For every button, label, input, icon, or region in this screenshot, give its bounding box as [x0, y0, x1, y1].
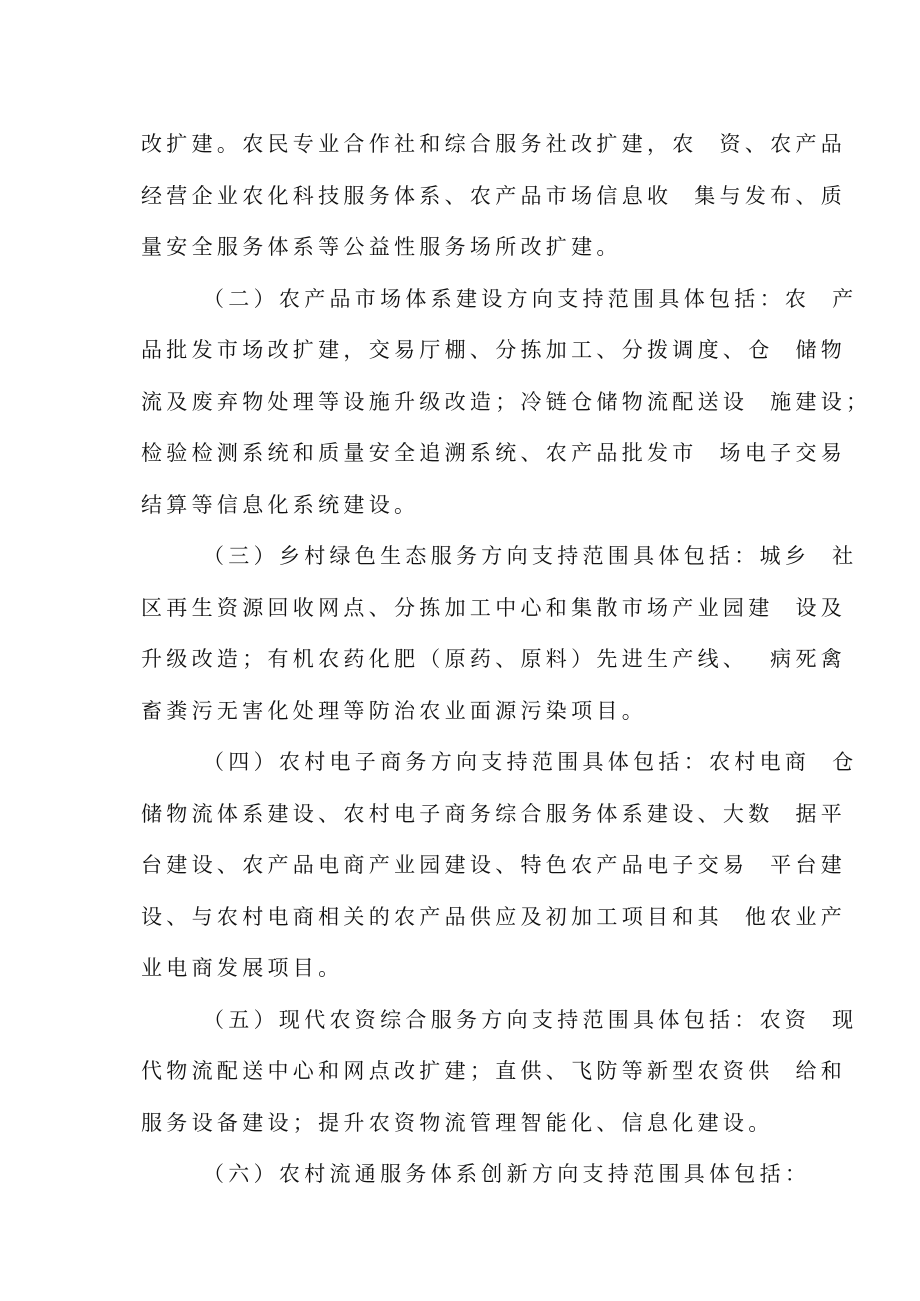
- section-3-heading-line: （三）乡村绿色生态服务方向支持范围具体包括：城乡 社: [203, 544, 858, 568]
- text-line: 检验检测系统和质量安全追溯系统、农产品批发市 场电子交易: [141, 441, 847, 465]
- text-line: 服务设备建设；提升农资物流管理智能化、信息化建设。: [141, 1111, 774, 1135]
- section-6-heading-line: （六）农村流通服务体系创新方向支持范围具体包括：: [203, 1162, 811, 1186]
- text-line: 台建设、农产品电商产业园建设、特色农产品电子交易 平台建: [141, 853, 847, 877]
- text-line: 储物流体系建设、农村电子商务综合服务体系建设、大数 据平: [141, 802, 847, 826]
- section-4-heading-line: （四）农村电子商务方向支持范围具体包括：农村电商 仓: [203, 750, 858, 774]
- text-line: 改扩建。农民专业合作社和综合服务社改扩建，农 资、农产品: [141, 132, 847, 156]
- text-line: 经营企业农化科技服务体系、农产品市场信息收 集与发布、质: [141, 184, 847, 208]
- text-line: 结算等信息化系统建设。: [141, 493, 420, 517]
- text-line: 代物流配送中心和网点改扩建；直供、飞防等新型农资供 给和: [141, 1059, 847, 1083]
- text-line: 量安全服务体系等公益性服务场所改扩建。: [141, 235, 622, 259]
- text-line: 畜粪污无害化处理等防治农业面源污染项目。: [141, 699, 647, 723]
- text-line: 升级改造；有机农药化肥（原药、原料）先进生产线、 病死禽: [141, 647, 847, 671]
- text-line: 区再生资源回收网点、分拣加工中心和集散市场产业园建 设及: [141, 596, 847, 620]
- text-line: 设、与农村电商相关的农产品供应及初加工项目和其 他农业产: [141, 905, 847, 929]
- text-line: 业电商发展项目。: [141, 956, 344, 980]
- text-line: 流及废弃物处理等设施升级改造；冷链仓储物流配送设 施建设；: [141, 390, 872, 414]
- section-2-heading-line: （二）农产品市场体系建设方向支持范围具体包括：农 产: [203, 287, 858, 311]
- section-5-heading-line: （五）现代农资综合服务方向支持范围具体包括：农资 现: [203, 1008, 858, 1032]
- text-line: 品批发市场改扩建，交易厅棚、分拣加工、分拨调度、仓 储物: [141, 338, 847, 362]
